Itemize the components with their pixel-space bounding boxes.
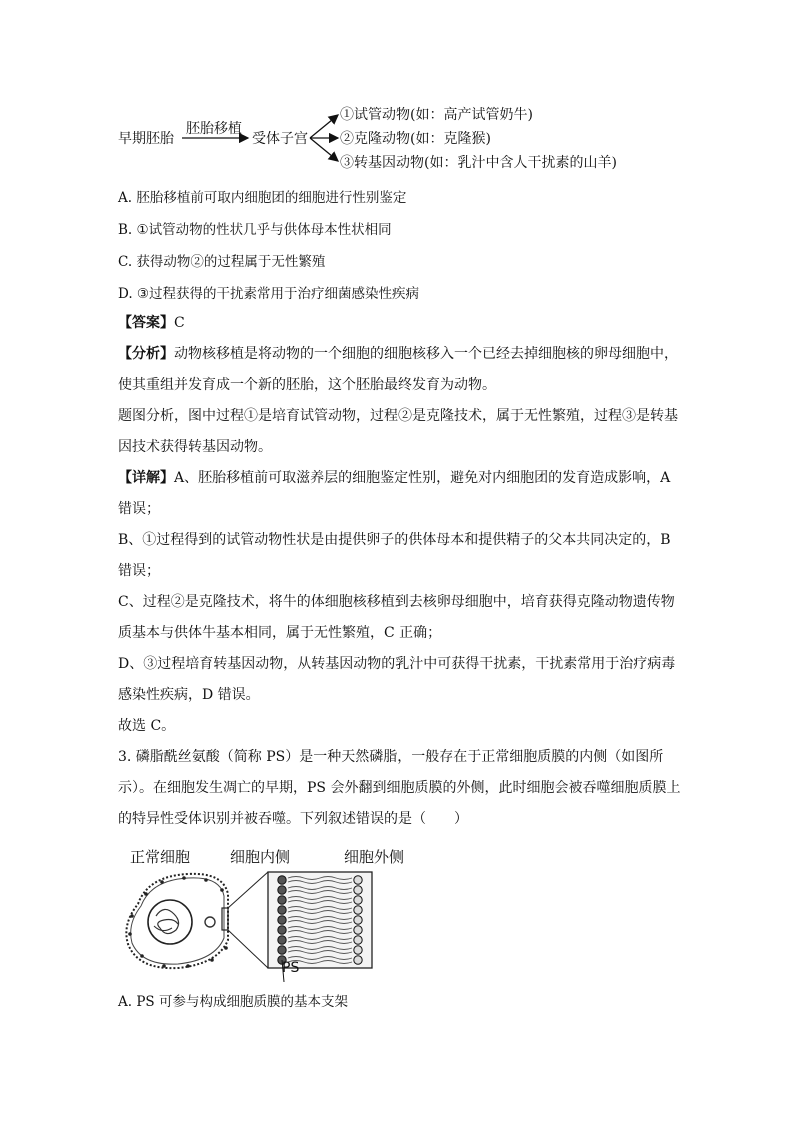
branch-arrow-3 bbox=[310, 138, 338, 161]
inner-head bbox=[278, 876, 286, 884]
membrane-dot bbox=[182, 876, 186, 880]
inner-head bbox=[278, 926, 286, 934]
detail-line-6: 质基本与供体牛基本相同，属于无性繁殖，C 正确； bbox=[118, 625, 442, 641]
detail-line-4: 错误； bbox=[118, 563, 160, 579]
detail-line-5: C、过程②是克隆技术，将牛的体细胞核移植到去核卵母细胞中，培育获得克隆动物遗传物 bbox=[118, 594, 675, 610]
zoom-line-top bbox=[228, 872, 268, 908]
detail-tag: 【详解】 bbox=[118, 470, 174, 486]
embryo-transfer-diagram bbox=[118, 102, 658, 178]
q3-stem-line-3: 的特异性受体识别并被吞噬。下列叙述错误的是（ ） bbox=[118, 811, 468, 827]
outer-head bbox=[354, 956, 362, 964]
branch-1: ①试管动物(如：高产试管奶牛) bbox=[340, 107, 533, 123]
outer-head bbox=[354, 886, 362, 894]
cell-inner-outline bbox=[131, 878, 224, 964]
analysis-line-3: 题图分析，图中过程①是培育试管动物，过程②是克隆技术，属于无性繁殖，过程③是转基 bbox=[118, 408, 678, 424]
membrane-dot bbox=[220, 888, 224, 892]
cell-membrane-diagram bbox=[118, 842, 428, 982]
q2-option-c: C. 获得动物②的过程属于无性繁殖 bbox=[118, 254, 326, 270]
inner-head bbox=[278, 936, 286, 944]
membrane-dot bbox=[186, 964, 190, 968]
analysis-line-4: 因技术获得转基因动物。 bbox=[118, 439, 272, 455]
outer-head bbox=[354, 896, 362, 904]
cell-svg bbox=[118, 864, 428, 984]
answer-line bbox=[118, 312, 185, 332]
q3-stem-line-2: 示）。在细胞发生凋亡的早期，PS 会外翻到细胞质膜的外侧，此时细胞会被吞噬细胞质膜上 bbox=[118, 780, 681, 796]
outer-side-label: 细胞外侧 bbox=[344, 848, 405, 866]
q2-option-d: D. ③过程获得的干扰素常用于治疗细菌感染性疾病 bbox=[118, 286, 420, 302]
transfer-label: 胚胎移植 bbox=[186, 121, 242, 137]
q2-option-a: A. 胚胎移植前可取内细胞团的细胞进行性别鉴定 bbox=[118, 190, 407, 206]
membrane-dot bbox=[140, 954, 144, 958]
membrane-dot bbox=[224, 946, 228, 950]
membrane-dot bbox=[160, 880, 164, 884]
ps-label: PS bbox=[282, 960, 300, 976]
detail-line-9: 故选 C。 bbox=[118, 718, 176, 734]
membrane-dot bbox=[130, 914, 134, 918]
outer-head bbox=[354, 876, 362, 884]
analysis-line-2: 使其重组并发育成一个新的胚胎，这个胚胎最终发育为动物。 bbox=[118, 377, 496, 393]
membrane-dot bbox=[162, 964, 166, 968]
detail-line-3: B、①过程得到的试管动物性状是由提供卵子的供体母本和提供精子的父本共同决定的，B bbox=[118, 532, 671, 548]
q3-option-a: A. PS 可参与构成细胞质膜的基本支架 bbox=[118, 994, 348, 1010]
answer-value: C bbox=[174, 315, 185, 331]
q3-stem-line-1: 3. 磷脂酰丝氨酸（简称 PS）是一种天然磷脂，一般存在于正常细胞质膜的内侧（如图所 bbox=[118, 749, 664, 765]
branch-2: ②克隆动物(如：克隆猴) bbox=[340, 131, 491, 147]
branch-3: ③转基因动物(如：乳汁中含人干扰素的山羊) bbox=[340, 155, 617, 171]
normal-cell-label: 正常细胞 bbox=[130, 848, 191, 866]
detail-line-8: 感染性疾病，D 错误。 bbox=[118, 687, 260, 703]
membrane-dot bbox=[144, 892, 148, 896]
branch-arrow-1 bbox=[310, 115, 338, 138]
zoom-line-bottom bbox=[228, 930, 268, 968]
detail-line-2: 错误； bbox=[118, 501, 160, 517]
answer-tag: 【答案】 bbox=[118, 315, 174, 331]
organelle bbox=[205, 917, 215, 927]
outer-head bbox=[354, 926, 362, 934]
detail-line-1: 【详解】A、胚胎移植前可取滋养层的细胞鉴定性别，避免对内细胞团的发育造成影响，A bbox=[118, 470, 671, 486]
membrane-dot bbox=[128, 932, 132, 936]
detail-line-7: D、③过程培育转基因动物，从转基因动物的乳汁中可获得干扰素，干扰素常用于治疗病毒 bbox=[118, 656, 676, 672]
outer-head bbox=[354, 906, 362, 914]
membrane-dot bbox=[204, 878, 208, 882]
inner-head bbox=[278, 886, 286, 894]
inner-head bbox=[278, 906, 286, 914]
inner-head bbox=[278, 946, 286, 954]
outer-head bbox=[354, 946, 362, 954]
inner-head bbox=[278, 896, 286, 904]
analysis-tag: 【分析】 bbox=[118, 346, 174, 362]
outer-head bbox=[354, 936, 362, 944]
inner-side-label: 细胞内侧 bbox=[230, 848, 291, 866]
uterus-label: 受体子宫 bbox=[252, 131, 308, 147]
analysis-line-1: 【分析】动物核移植是将动物的一个细胞的细胞核移入一个已经去掉细胞核的卵母细胞中， bbox=[118, 346, 678, 362]
cell-outline bbox=[126, 874, 228, 968]
early-embryo-label: 早期胚胎 bbox=[118, 131, 174, 147]
inner-head bbox=[278, 916, 286, 924]
nucleus bbox=[148, 900, 192, 944]
membrane-dot bbox=[210, 958, 214, 962]
outer-head bbox=[354, 916, 362, 924]
q2-option-b: B. ①试管动物的性状几乎与供体母本性状相同 bbox=[118, 222, 392, 238]
